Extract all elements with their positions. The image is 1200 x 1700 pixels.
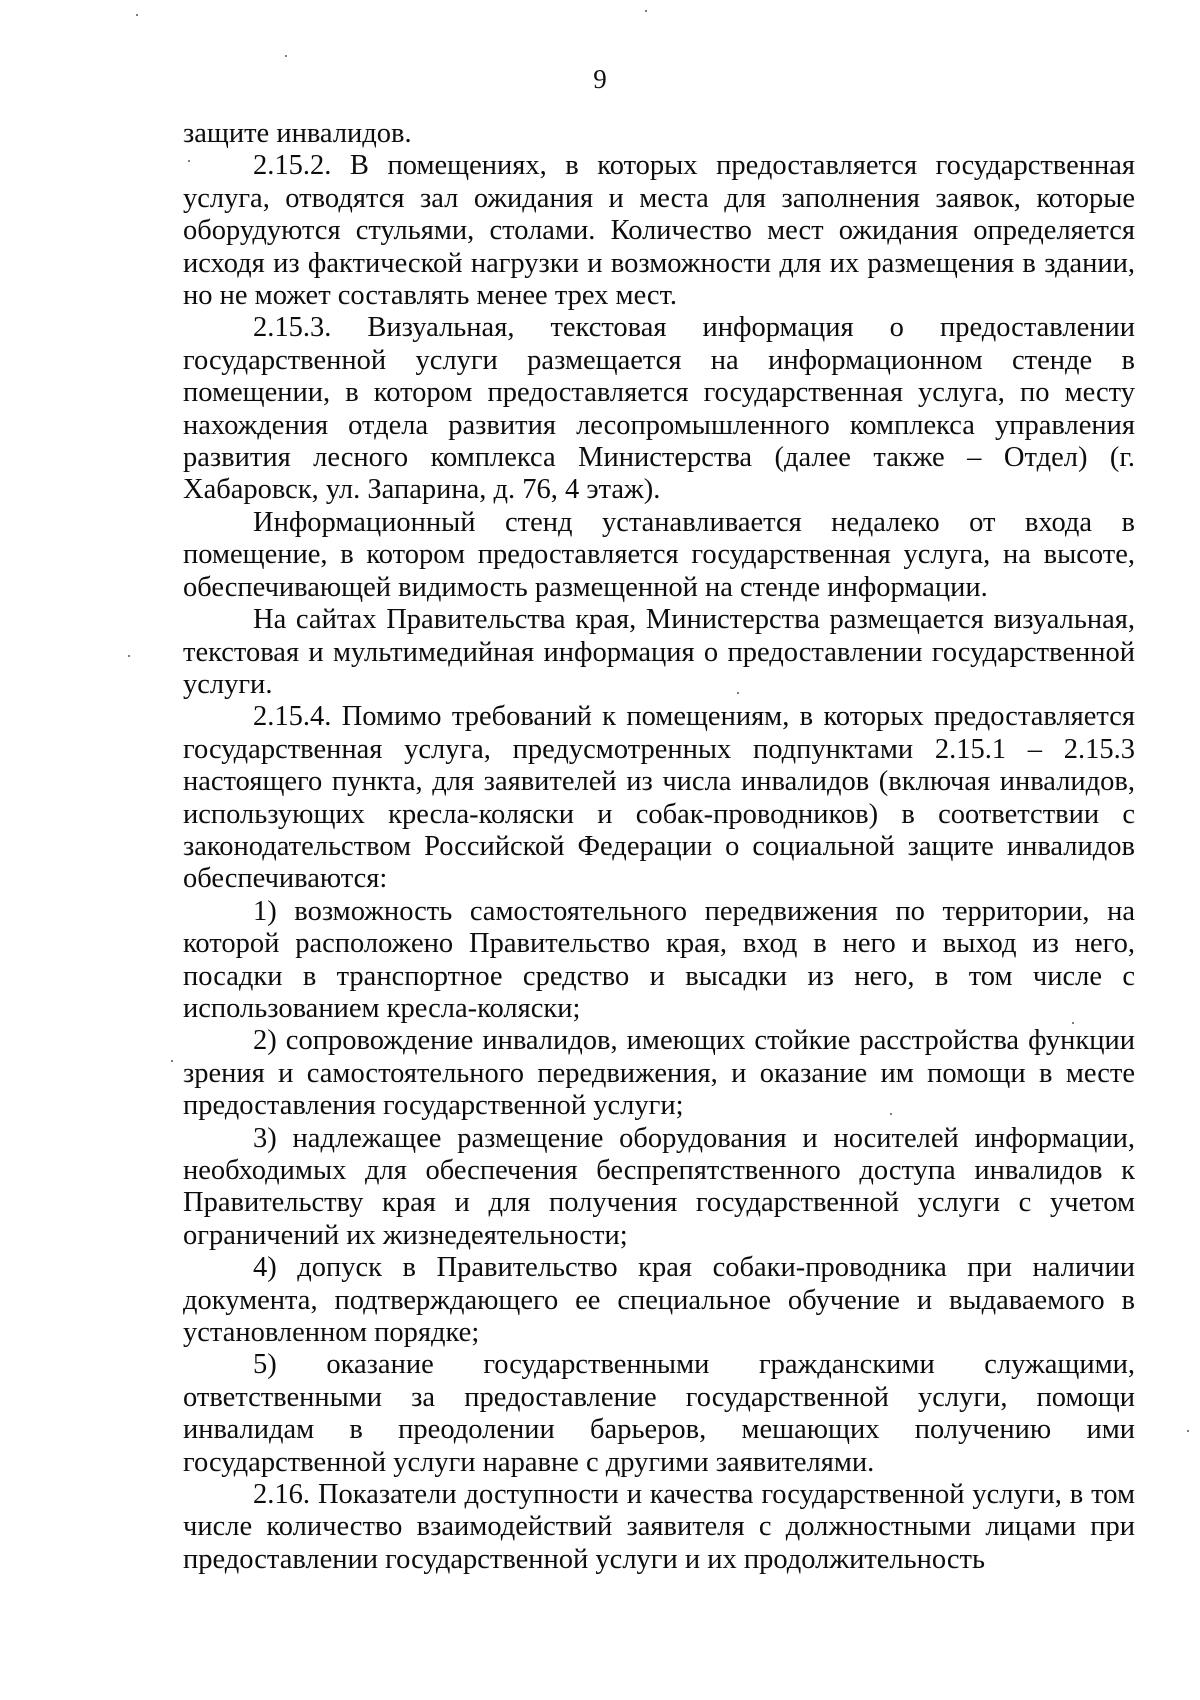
document-body [183,118,1135,1576]
list-item-3: 3) надлежащее размещение оборудования и носителей информации, необходимых для обеспечения беспрепятственного доступа инвалидов к Правительству края и для получения государственной услуги с учетом ограничений их жизнедеятельности; [183,1122,1135,1251]
scan-speck [645,10,647,12]
scan-speck [890,1113,892,1115]
scan-speck [1187,1430,1189,1432]
scan-speck [171,1060,173,1062]
page-number: 9 [593,64,607,94]
paragraph-continuation: защите инвалидов. [183,118,412,149]
paragraph-websites: На сайтах Правительства края, Министерства размещается визуальная, текстовая и мультимедийная информация о предоставлении государственной услуги. [183,604,1135,700]
paragraph-2-15-3: 2.15.3. Визуальная, текстовая информация о предоставлении государственной услуги размещается на информационном стенде в помещении, в котором предоставляется государственная услуга, по месту нахождения отдела развития лесопромышленного комплекса управления развития лесного комплекса Министерства (далее также – Отдел) (г. Хабаровск, ул. Запарина, д. 76, 4 этаж). [183,312,1135,506]
list-item-1: 1) возможность самостоятельного передвижения по территории, на которой расположено Правительство края, вход в него и выход из него, посадки в транспортное средство и высадки из него, в том числе с использованием кресла-коляски; [183,895,1135,1024]
list-item-2: 2) сопровождение инвалидов, имеющих стойкие расстройства функции зрения и самостоятельного передвижения, и оказание им помощи в месте предоставления государственной услуги; [183,1025,1135,1122]
paragraph-2-15-4: 2.15.4. Помимо требований к помещениям, в которых предоставляется государственная услуга, предусмотренных подпунктами 2.15.1 – 2.15.3 настоящего пункта, для заявителей из числа инвалидов (включая инвалидов, использующих кресла-коляски и собак-проводников) в соответствии с законодательством Российской Федерации о социальной защите инвалидов обеспечиваются: [183,701,1135,895]
paragraph-2-15-2: 2.15.2. В помещениях, в которых предоставляется государственная услуга, отводятся зал ожидания и места для заполнения заявок, которые оборудуются стульями, столами. Количество мест ожидания определяется исходя из фактической нагрузки и возможности для их размещения в здании, но не может составлять менее трех мест. [183,150,1135,312]
scan-speck [128,655,130,657]
scan-speck [188,160,190,162]
paragraph-2-16: 2.16. Показатели доступности и качества государственной услуги, в том числе количество взаимодействий заявителя с должностными лицами при предоставлении государственной услуги и их продолжительность [183,1479,1135,1575]
scan-speck [1072,1022,1074,1024]
list-item-5: 5) оказание государственными гражданскими служащими, ответственными за предоставление государственной услуги, помощи инвалидам в преодолении барьеров, мешающих получению ими государственной услуги наравне с другими заявителями. [183,1349,1135,1478]
scan-speck [136,14,138,16]
scan-speck [737,692,739,694]
scan-speck [285,55,287,57]
paragraph-info-stand: Информационный стенд устанавливается недалеко от входа в помещение, в котором предоставляется государственная услуга, на высоте, обеспечивающей видимость размещенной на стенде информации. [183,506,1135,603]
list-item-4: 4) допуск в Правительство края собаки-проводника при наличии документа, подтверждающего ее специальное обучение и выдаваемого в установленном порядке; [183,1252,1135,1349]
